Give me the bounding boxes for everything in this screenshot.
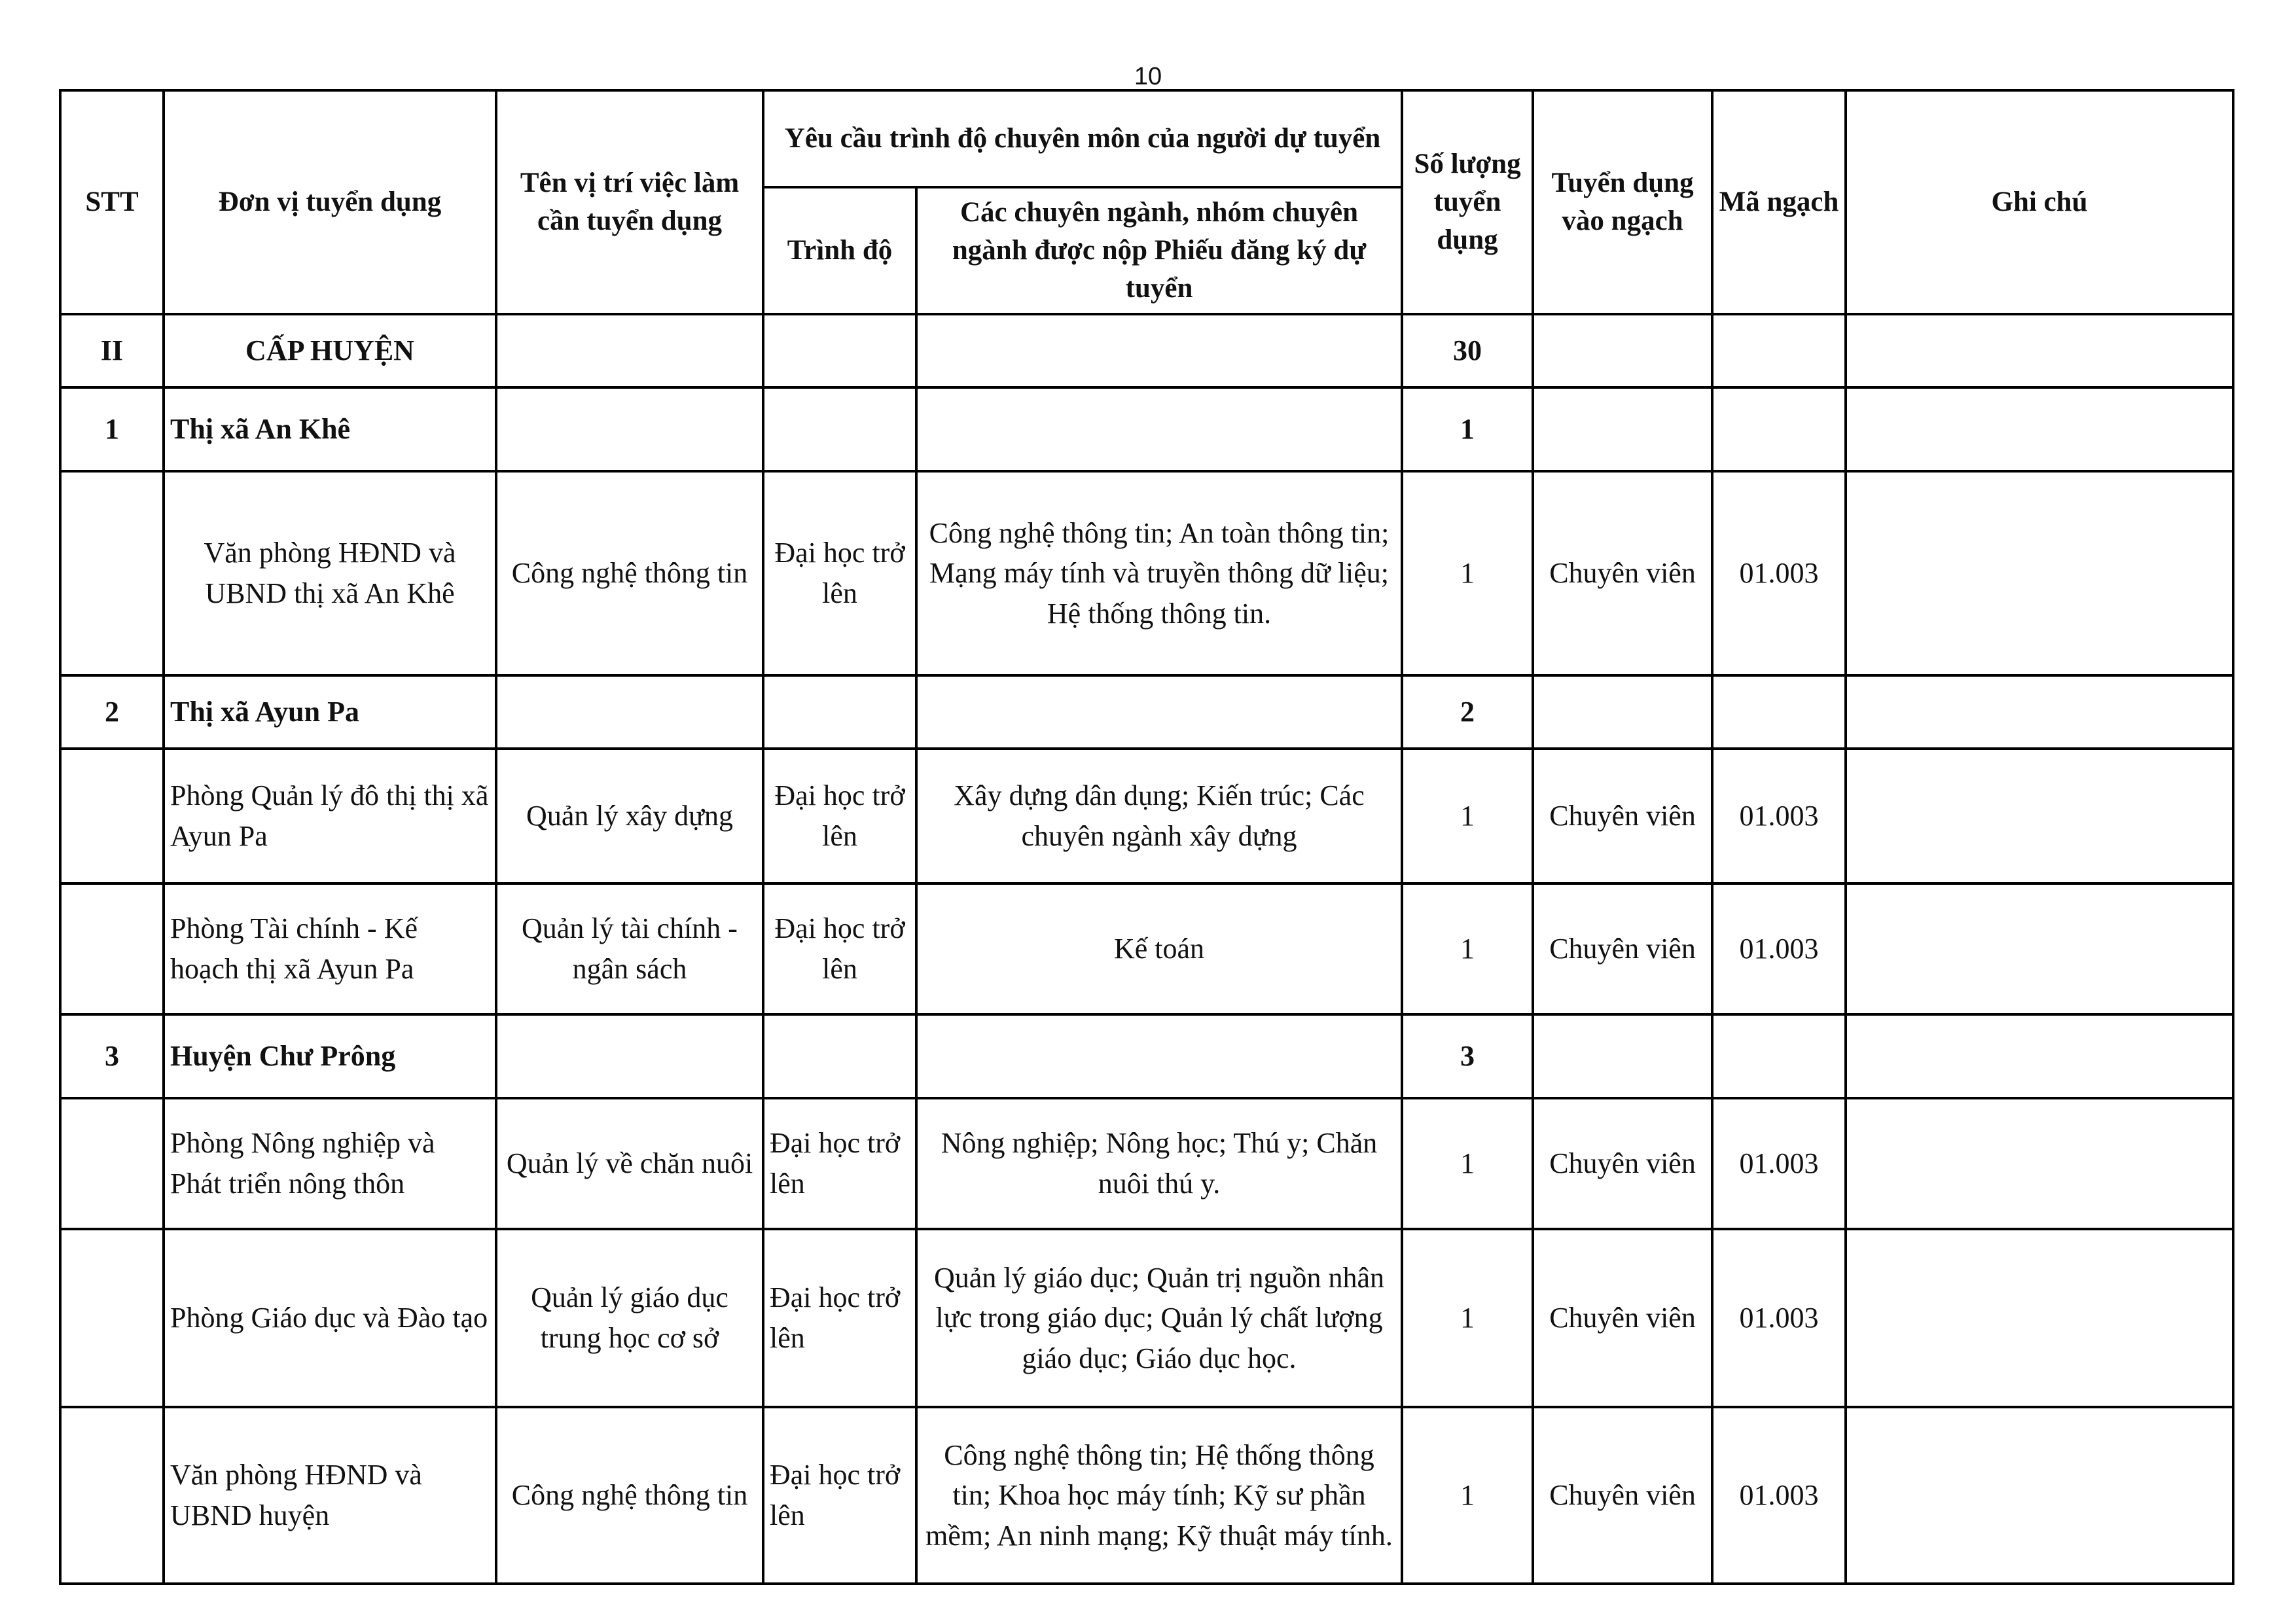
position-cell: Quản lý xây dựng	[496, 749, 763, 883]
majors-cell: Kế toán	[916, 883, 1402, 1014]
table-row	[60, 471, 2233, 675]
unit-cell: Phòng Quản lý đô thị thị xã Ayun Pa	[164, 749, 496, 883]
code-cell: 01.003	[1712, 1098, 1846, 1229]
table-row	[60, 1407, 2233, 1584]
header-requirement-group: Yêu cầu trình độ chuyên môn của người dự tuyển	[763, 90, 1402, 187]
header-quantity: Số lượng tuyển dụng	[1402, 90, 1533, 314]
level-cell: Đại học trở lên	[763, 1229, 916, 1407]
header-code: Mã ngạch	[1712, 90, 1846, 314]
recruitment-table	[59, 89, 2234, 1585]
header-note: Ghi chú	[1846, 90, 2233, 314]
group-row	[60, 1014, 2233, 1098]
group-total: 1	[1402, 387, 1533, 471]
rank-cell: Chuyên viên	[1533, 883, 1712, 1014]
majors-cell: Xây dựng dân dụng; Kiến trúc; Các chuyên ngành xây dựng	[916, 749, 1402, 883]
unit-cell: Văn phòng HĐND và UBND thị xã An Khê	[164, 471, 496, 675]
level-cell: Đại học trở lên	[763, 883, 916, 1014]
table-row	[60, 1229, 2233, 1407]
section-total: 30	[1402, 314, 1533, 387]
unit-cell: Phòng Tài chính - Kế hoạch thị xã Ayun Pa	[164, 883, 496, 1014]
note-cell	[1846, 883, 2233, 1014]
code-cell: 01.003	[1712, 749, 1846, 883]
quantity-cell: 1	[1402, 471, 1533, 675]
position-cell: Quản lý tài chính - ngân sách	[496, 883, 763, 1014]
section-stt: II	[60, 314, 164, 387]
rank-cell: Chuyên viên	[1533, 1229, 1712, 1407]
level-cell: Đại học trở lên	[763, 471, 916, 675]
level-cell: Đại học trở lên	[763, 1407, 916, 1584]
header-majors: Các chuyên ngành, nhóm chuyên ngành được nộp Phiếu đăng ký dự tuyển	[916, 187, 1402, 314]
note-cell	[1846, 749, 2233, 883]
code-cell: 01.003	[1712, 883, 1846, 1014]
group-stt: 1	[60, 387, 164, 471]
table-row	[60, 749, 2233, 883]
unit-cell: Văn phòng HĐND và UBND huyện	[164, 1407, 496, 1584]
quantity-cell: 1	[1402, 883, 1533, 1014]
group-stt: 2	[60, 675, 164, 749]
code-cell: 01.003	[1712, 1407, 1846, 1584]
header-stt: STT	[60, 90, 164, 314]
section-row	[60, 314, 2233, 387]
level-cell: Đại học trở lên	[763, 749, 916, 883]
position-cell: Quản lý về chăn nuôi	[496, 1098, 763, 1229]
position-cell: Quản lý giáo dục trung học cơ sở	[496, 1229, 763, 1407]
quantity-cell: 1	[1402, 1229, 1533, 1407]
unit-cell: Phòng Giáo dục và Đào tạo	[164, 1229, 496, 1407]
majors-cell: Công nghệ thông tin; Hệ thống thông tin; Khoa học máy tính; Kỹ sư phần mềm; An ninh mạng; Kỹ thuật máy tính.	[916, 1407, 1402, 1584]
group-name: Huyện Chư Prông	[164, 1014, 496, 1098]
quantity-cell: 1	[1402, 1098, 1533, 1229]
note-cell	[1846, 1407, 2233, 1584]
code-cell: 01.003	[1712, 1229, 1846, 1407]
rank-cell: Chuyên viên	[1533, 471, 1712, 675]
rank-cell: Chuyên viên	[1533, 749, 1712, 883]
group-total: 3	[1402, 1014, 1533, 1098]
group-name: Thị xã An Khê	[164, 387, 496, 471]
section-title: CẤP HUYỆN	[164, 314, 496, 387]
note-cell	[1846, 1098, 2233, 1229]
majors-cell: Quản lý giáo dục; Quản trị nguồn nhân lực trong giáo dục; Quản lý chất lượng giáo dục; Giáo dục học.	[916, 1229, 1402, 1407]
header-level: Trình độ	[763, 187, 916, 314]
group-total: 2	[1402, 675, 1533, 749]
group-row	[60, 387, 2233, 471]
unit-cell: Phòng Nông nghiệp và Phát triển nông thôn	[164, 1098, 496, 1229]
rank-cell: Chuyên viên	[1533, 1407, 1712, 1584]
majors-cell: Công nghệ thông tin; An toàn thông tin; Mạng máy tính và truyền thông dữ liệu; Hệ thống thông tin.	[916, 471, 1402, 675]
code-cell: 01.003	[1712, 471, 1846, 675]
majors-cell: Nông nghiệp; Nông học; Thú y; Chăn nuôi thú y.	[916, 1098, 1402, 1229]
header-position: Tên vị trí việc làm cần tuyển dụng	[496, 90, 763, 314]
rank-cell: Chuyên viên	[1533, 1098, 1712, 1229]
quantity-cell: 1	[1402, 749, 1533, 883]
position-cell: Công nghệ thông tin	[496, 1407, 763, 1584]
group-name: Thị xã Ayun Pa	[164, 675, 496, 749]
note-cell	[1846, 471, 2233, 675]
page-number: 10	[1134, 63, 1162, 90]
note-cell	[1846, 1229, 2233, 1407]
group-stt: 3	[60, 1014, 164, 1098]
quantity-cell: 1	[1402, 1407, 1533, 1584]
table-row	[60, 883, 2233, 1014]
header-unit: Đơn vị tuyển dụng	[164, 90, 496, 314]
header-rank: Tuyển dụng vào ngạch	[1533, 90, 1712, 314]
group-row	[60, 675, 2233, 749]
table-row	[60, 1098, 2233, 1229]
position-cell: Công nghệ thông tin	[496, 471, 763, 675]
level-cell: Đại học trở lên	[763, 1098, 916, 1229]
